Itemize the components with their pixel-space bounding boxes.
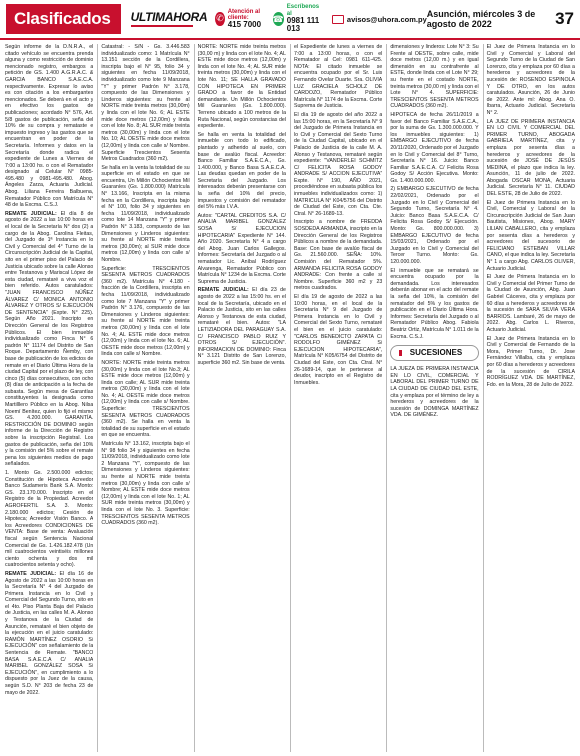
column-4 xyxy=(290,44,382,752)
classified-ad xyxy=(487,119,575,198)
ad-text: 2) EMBARGO EJECUTIVO de fecha 22/02/2021, Ordenado por el Juzgado en lo Civil y Comercial del Segundo Turno, Secretaría N° 4. Juicio: Banco Basa S.A.E.C.A. C/ Felicita Rosa Godoy S/ Ejecución. Monto: Gs. 800.000.000. 3) EMBARGO EJECUTIVO de fecha 15/03/2021, Ordenado por el Juzgado en lo Civil y Comercial del Tercer Turno. Monto: Gs. 120.000.000. xyxy=(390,186,479,265)
classified-ad xyxy=(294,294,382,386)
ad-text: El día 19 de agosto del año 2022 a las 15:00 horas, en la Secretaría N° 9 del Juzgado de Primera Instancia en lo Civil y Comercial del Sexto Turno de la Ciudad Capital, ubicado en el Palacio de Justicia de la calle M. A. Alonso y Testanova, remataré según expediente: "VANDERLEI SCHMITZ C/ FELICITA ROSA GODOY ANDRADE S/ ACCION EJECUTIVA" Expte. N° 190, AÑO 2021, procediéndose en subasta pública los inmuebles individualizados como: 1) MATRICULA N° K04/5756 del Distrito de Ciudad del Este, con Cta. Cte. Ctral. N° 26-1689-13. xyxy=(293,111,383,217)
ad-text: El Juez de Primera Instancia en lo Civil y Comercial y Laboral del Segundo Turno de la Ciudad de San Lorenzo, cita y emplaza por 60 días a herederos y acreedores de la sucesión de: ROSENDO ESPINOLA Y DE OTRO, en los autos caratulados. Asunción, 26 de Junio de 2022. Ante mí: Abog. Ana O. Ibarra, Actuario Judicial. Secretaría N° 2. xyxy=(486,44,575,116)
classified-ad xyxy=(198,132,286,211)
classified-ad xyxy=(198,213,286,286)
sucesiones-label: SUCESIONES xyxy=(399,350,470,357)
email-contact[interactable] xyxy=(332,15,427,24)
ad-text: LA JUEZA DE PRIMERA INSTANCIA EN LO CIVIL, COMERCIAL Y LABORAL DEL PRIMER TURNO DE LA CIUDAD DE CIUDAD DEL ESTE, cita y emplaza por el término de ley a herederos y acreedores de la sucesión de DOMINGA MARTÍNEZ VDA. DE GIMÉNEZ. xyxy=(390,366,479,419)
classifieds-columns xyxy=(5,44,575,752)
page-header xyxy=(0,0,580,40)
whatsapp-number[interactable]: 0981 111 013 xyxy=(286,15,320,34)
classified-ad xyxy=(390,186,478,265)
phone-number[interactable]: 415 7000 xyxy=(227,20,262,30)
ad-text: El día 19 de agosto de 2022 a las 10:00 horas, en el local de la Secretaría N° 9 del Juzgado de Primera Instancia en lo Civil y Comercial del Sexto Turno, remataré el bien en el juicio caratulado: "CARLOS BENEDICTO ZAPATA C/ RODOLFO GIMÉNEZ S/ EJECUCION HIPOTECARIA", Matrícula N° K05/6754 del Distrito de Ciudad del Este, con Cta. Ctral. N° 26-1689-14, que le pertenece al deudor, inscripto en el Registro de Inmuebles. xyxy=(293,293,383,386)
column-1 xyxy=(5,44,93,752)
ad-text: Según informe de la D.N.R.A., el citado vehículo se encuentra prenda alguna y como restricción de dominio mencionado registro, embargos a petición de GS. 1.400 A.G.R.A.C. & GARCIA BANCO S.A.E.C.A. respectivamente. Expresar lo aviso es con citación a los embargantes mencionados. Se deberá en el acto y en efectivo los gastos de publicaciones; acordado N° 576, Art. 5/8 gastos de publicación, seña del 10% de su compra y remataste e impuesto ingreso y las gastos que se encuentran en poder de la Secretaría. Informes y datos en la Secretaría donde radica el expediente de Lunes a Viernes de 7:00 a 13:00 hs. o con el Rematador designado al Celular N° 0985-495.480 y 0981-495.480. Abog. Ángeles Zarza, Actuaria Judicial. Abog. Liliana Ferreira Balbuena, Rematador Público con Matrícula N° 48 de la Excma. C.S.J. xyxy=(5,44,94,209)
whatsapp-icon: ☎ xyxy=(273,12,284,26)
brand-name: ULTIMAHORA xyxy=(130,10,208,24)
ad-text: El Juez de Primera Instancia en lo Civil, Comercial y Laboral de la Circunscripción Judicial de San Juan Bautista, Misiones, Abog. MARY LILIAN CABALLERO, cita y emplaza por sesenta días a herederos y acreedores del sucesorio de FELICIANO ESTEBAN VILLAR CANO, el que indica la ley. Secretaría N° 1 a cargo Abg. CARLOS OLIVER, Actuario Judicial. xyxy=(486,199,575,272)
phone-icon: ✆ xyxy=(215,12,224,26)
classified-ad xyxy=(487,336,575,389)
ad-text: El día 8 de agosto de 2022 a las 10:00 horas en el local de la Secretaría N° dos (2) a cargo de la Abog. Carolina Fleitas, del Juzgado de 1ª Instancia en lo Civil y Comercial del 4° Turno de la Circunscripción Judicial de la Capital, sito en el primer piso del Palacio de Justicia ubicado sobre la calle Alonso entre Testanova y Mariscal López de esta ciudad, remataré a viva voz el bien referido. Autos caratulados: "JUAN FRANCISCO NÚÑEZ ÁLVAREZ C/ MONICA ANTONIO ÁLVAREZ Y OTROS S/ EJECUCIÓN DE SENTENCIA" (Expte. N° 225). Según Año 2021. Inscripto en Dirección General de los Registros Públicos. El bien inmueble individualizado como Finca N° 6 padrón N° 11174 del Distrito de San Roque. Departamento Ñemby, con base de publicación de los edictos de remate en el Diario Última Hora de la ciudad Capital por el plazo de ley, con cinco (5) días consecutivos, con ocho (8) días de anticipación a la fecha de subasta. Según mesa de Garantías constituyentes la designada como Martilllero Público en la Abog. Nilsa Noemí Benítez, quien lo fijó el mismo GS. 4.200.000. GARANTÍA. RESTRICCIÓN DE DOMINIO según informe de la Dirección de Registro sobre la inscripción Registral. Los gastos de publicación, seña del 10% y la comisión del 5% sobre el remate pena los siguientes medios de pago señalados. xyxy=(5,210,94,468)
ad-text: El día 16 de Agosto de 2022 a las 10:00 horas en la Secretaría N° 4 del Juzgado de Primera Instancia en lo Civil y Comercial del Segundo Turno, sito en el 4to. Piso Planta Baja del Palacio de Justicia, en las calles M. A. Alonso y Testanova de la Ciudad de Asunción, remataré el bien objeto de la ejecución en el juicio caratulado: RAMÓN MARTÍNEZ OSORIO S/ EJECUCIÓN" con señalamiento de la Sentencia de Remate. "BANCO BASA S.A.E.C.A C/ ANALIA MARIBEL GONZÁLEZ SOSA S/ EJECUCIÓN", en cumplimiento a lo dispuesto por la Juez de la causa, según S.D. N° 203 de fecha 23 de mayo de 2022. xyxy=(5,570,94,696)
ad-text: El inmueble que se rematará se encuentra ocupado por la demandada. Los interesados deberán abonar en el acto del remate la seña del 10%, la comisión del rematador del 5% y los gastos de publicación en el Diario Última Hora. Informes: Secretaría del Juzgado o al Rematador Público Abog. Fabiola Beatriz Ortiz, Matrícula N° 1.011 de la Excma. C.S.J. xyxy=(390,267,479,340)
classified-ad xyxy=(390,366,478,419)
envelope-icon xyxy=(332,15,344,24)
whatsapp-text xyxy=(287,4,322,33)
classified-ad xyxy=(294,219,382,292)
column-2 xyxy=(97,44,189,752)
whatsapp-label: Escríbenos al xyxy=(286,4,320,17)
classified-ad xyxy=(198,44,286,130)
phone-label: Atención al cliente: xyxy=(227,8,261,21)
column-5 xyxy=(386,44,478,752)
ad-text: NORTE: NORTE mide treinta metros (30,00 m) y linda con el lote No. 4; AL ESTE mide doce metros (12,00m) y linda con el lote No. 4; AL SUR mide treinta metros (30,00m) y linda con el lote No. 11; SE HALLA GRAVADO CON HIPOTECA EN PRIMER GRADO a favor de la Entidad demandante. Un Millón Ochocientos Mil Guaraníes (Gs. 1.800.000). Terreno ubicado a 100 metros de la Ruta Nacional, según constancias del expediente. xyxy=(197,44,286,130)
column-6 xyxy=(483,44,575,752)
whatsapp-contact[interactable] xyxy=(273,4,322,33)
ad-text: El día 23 de agosto de 2022 a las 15:00 hs. en el local de la Secretaría, ubicado en el Palacio de Justicia, sito en las calles Alonso y Testanova de esta ciudad, remataré el bien. Autos: "LA LETIZIADORA DEL PARAGUAY S.A. C/ FRANCISCO PABLO RUIZ Y OTROS S/ EJECUCIÓN". INFORMACION DE DOMINIO: Finca N° 3.121 Distrito de San Lorenzo, superficie 360 m2. Sin base de venta. xyxy=(197,287,286,366)
customer-service[interactable] xyxy=(215,9,264,30)
classified-ad xyxy=(487,200,575,273)
classified-ad xyxy=(5,44,93,209)
brand-underline xyxy=(131,25,193,27)
ad-text: LA JUEZ DE PRIMERA INSTANCIA EN LO CIVIL Y COMERCIAL DEL PRIMER TURNO, ABOGADA GABRIELA MARTÍNEZ, cita y emplaza por sesenta días a herederos y acreedores de la sucesión de JOSÉ DE JESÚS MEDINA, el plazo que indica la ley. Asunción, 11 de julio de 2022. Abogada OSCAR MONA, Actuaria Judicial. Secretaría N° 11. CIUDAD DEL ESTE, 28 de Julio de 2022. xyxy=(486,118,575,198)
customer-service-text xyxy=(228,9,265,30)
ad-text: Inscripto a nombre de FREDDA SOSDEDA ARMANDA, inscripto en la Dirección General de los Registros Públicos a nombre de la demandada. Base: Con base de avalúo fiscal de Gs. 21.560.000. SEÑA: 10%. Comisión del Rematador 5%. ARMANDA FELICITA ROSA GODOY ANDRADE: Con frente a calle s/ Nombre. Superficie 360 m2 y 23 metros cuadrados. xyxy=(293,219,383,292)
classified-ad xyxy=(487,274,575,333)
classified-ad xyxy=(198,287,286,366)
classified-ad xyxy=(294,44,382,110)
classified-ad xyxy=(294,112,382,218)
ad-text: El Juez de Primera Instancia en lo Civil y Comercial del Primer Turno de la Ciudad de Asunción, Abg. Juan Gabriel Cáceres, cita y emplaza por 60 días a herederos y acreedores de la sucesión de SARA SILVIA VERA BARRIOS. Lambaré, 26 de mayo de 2022. Abg. Carlos L. Riveros, Actuario Judicial. xyxy=(486,274,575,333)
page-number: 37 xyxy=(555,9,574,28)
sucesiones-section-header xyxy=(390,345,478,361)
ad-lead: REMATE JUDICIAL: xyxy=(5,210,57,217)
ad-text: Superficie: TRESCIENTOS SESENTA METROS CUADRADOS (360 m2). Matrícula N° 4.180 - fracción de la Cordillera, inscripta en fecha 11/09/2018, individualizado como lote 7 Manzana "Y" y primer Padrón N° 3.176, compuesto de las Dimensiones y Linderos siguientes: su frente al NORTE mide treinta metros (30,00m) y linda con el lote No. 4; AL ESTE mide doce metros (12,00m) y linda con el lote No. 6; AL OESTE mide doce metros (12,00m) y linda con calle s/ Nombre. xyxy=(101,265,190,358)
ad-text: NORTE: NORTE mide treinta metros (30,00m) y linda con el lote No.3; AL ESTE mide doce metros (12,00m) y linda con calle; AL SUR mide treinta metros (30,00m) y linda con el lote No. 4; AL OESTE mide doce metros (12,00m) y linda con calle s/ Nombre. Superficie: TRESCIENTOS SESENTA METROS CUADRADOS (360 m2). Se halla en venta la totalidad de su superficie en el estado en que se encuentra. xyxy=(101,359,190,439)
ad-lead: REMATE JUDICIAL: xyxy=(5,570,57,577)
ad-text: dimensiones y linderos: Lote N° 3: Su Frente al OESTE, sobre calle, mide doce metros (12,00 m.) y en igual dimensión en su contrafrente al ESTE, donde linda con el Lote N° 29; su frente en el costado NORTE, treinta metros (30,00 m) y linda con el Lote N° 4. SUPERFICIE: TRESCIENTOS SESENTA METROS CUADRADOS (360 m2). xyxy=(390,44,479,110)
classified-ad xyxy=(5,571,93,696)
classified-ad xyxy=(101,360,189,439)
classified-ad xyxy=(101,44,189,163)
classified-ad xyxy=(5,470,93,569)
classified-ad xyxy=(5,211,93,468)
ad-text: El Juez de Primera Instancia en lo Civil y Comercial de Fernando de la Mora, Primer Turno, Dr. Jose Fernández Villalba, cita y emplaza por 60 días a herederos y acreedores de la sucesión de CIRILA RODRÍGUEZ VDA. DE MARTÍNEZ, Fdo. en la Mora, 28 de Julio de 2022. xyxy=(486,335,575,388)
ad-text: Se halla en la venta la totalidad de su superficie en el estado en que se encuentra, Un Millón Ochocientos Mil Guaraníes (Gs. 1.800.000) Matrícula N° 13.166, Inscripta en la misma fecha en la Cordillera, inscripta bajo el N° 100, folio 34 y siguientes en fecha 11/09/2018, individualizado como lote 14 Manzana "Y" y primer Padrón N° 3.183, compuesto de las Dimensiones y Linderos siguientes: su frente al NORTE mide treinta metros (30,00m); al SUR mide doce metros (12,00m) y linda con calle s/ Nombre. xyxy=(101,164,190,263)
section-title: Clasificados xyxy=(6,4,121,34)
classified-ad xyxy=(101,441,189,527)
ad-lead: REMATE JUDICIAL: xyxy=(197,287,249,294)
ad-text: 1. Monto Gs. 2.500.000 edictos; Constitución de Hipoteca Acreedor Banco Sudameris Bank S.A. Monto: GS. 23.170.000. Inscripto en el Registro de la Propiedad. Acreedor AGROFERTIL S.A. 3. Monto: 2.180.000 edictos; Cesión de Hipoteca; Acreedor Visión Banco. A los Acreedores CONDICIONES DE VENTA: Base de venta: Avaluación fiscal según Sentencia Nacional Comercial de Gs. 1.426.182.478 (Un mil cuatrocientos veintiséis millones ciento ochenta y dos mil cuatrocientos setenta y ocho). xyxy=(5,470,94,569)
classified-ad xyxy=(101,266,189,358)
classified-ad xyxy=(390,44,478,110)
ad-text: Matrícula N° 13.162, inscripta bajo el N° 98 folio 34 y siguientes en fecha 11/09/2018, individualizado como lote 2 Manzana "Y", compuesto de las Dimensiones y Linderos siguientes: su frente al NORTE mide treinta metros (30,00m) y linda con calle s/ Nombre; AL ESTE mide doce metros (12,00m) y linda con el lote No. 1; AL SUR mide treinta metros (30,00m) y linda con el lote No. 3. Superficie: TRESCIENTOS SESENTA METROS CUADRADOS (360 m2). xyxy=(101,441,190,527)
ad-text: el Expediente de lunes a viernes de 7:00 a 13:00 horas, o con el Rematador al Cel: 0981 611-425. NOTA: El citado inmueble se encuentra ocupado por el Sr. Luis Fernando Ovelar Duarte. Sra. OLIVIA LUZ GRACIELA SCHOLZ DE CARDOZO, Rematador Público Matrícula N° 1174 de la Excma. Corte Suprema de Justicia. xyxy=(293,44,383,110)
ad-text: Catastral: - S/N - Gs. 3.446.583 individualizado como: 1 Matrícula N° 13.151 sección de la Cordillera, inscripta bajo el N° 95, folio 34 y siguientes en fecha 11/09/2018, individualizado como lote 9 Manzana "Y" y primer Padrón N° 3.178, compuesto de las Dimensiones y Linderos siguientes: su frente al NORTE mide treinta metros (30,00m) y linda con el lote No. 6; AL ESTE mide doce metros (12,00m) y linda con el lote No. 8; AL SUR mide treinta metros (30,00m) y linda con el lote No. 10; AL OESTE mide doce metros (12,00m) y linda con calle s/ Nombre. Superficie Trescientos Sesenta Metros Cuadrados (360 m2). xyxy=(101,44,190,163)
brand-logo xyxy=(131,11,208,27)
ad-text: Se halla en venta la totalidad del inmueble con todo lo edificado, plantado y adherido al suelo, con base de avalúo fiscal. Acreedor: Banco Familiar S.A.E.C.A., Gs. 1.400.000, y Banco Basa S.A.E.C.A. Las deudas quedan en poder de la Secretaría del Juzgado. Los interesados deberán presentarse con la seña del 10% del precio, impuestos y comisión del rematador del 5% más I.V.A. xyxy=(197,131,286,211)
ad-text: Autos: "CARTAL CREDITOS S.A. C/ ANALIA MARIBEL GONZALEZ SOSA S/ EJECUCION HIPOTECARIA" Expediente N° 144. Año 2020. Secretaría N° 4 a cargo del Abog. Juan Carlos Gallegos. Informes: Secretaría del Juzgado o al rematador Lic. Aníbal Rodríguez Alvarenga, Rematador Público con Matrícula N° 1234 de la Excma. Corte Suprema de Justicia. xyxy=(197,212,286,285)
classified-ad xyxy=(101,165,189,264)
classified-ad xyxy=(487,44,575,117)
ad-text: HIPOTECA de fecha 26/11/2019 a favor del Banco Familiar S.A.E.C.A., por la suma de Gs. 1.300.000.000. Y los inmuebles siguientes: 1) EMBARGO EJECUTIVO de fecha 20/11/2020, Ordenado por el Juzgado en lo Civil y Comercial del 8° Turno, Secretaría N° 16. Juicio: Banco Familiar S.A.E.C.A. C/ Felicita Rosa Godoy S/ Acción Ejecutiva. Monto: Gs. 1.400.000.000. xyxy=(390,111,479,184)
dateline: Asunción, miércoles 3 de agosto de 2022 xyxy=(426,9,536,29)
classified-ad xyxy=(390,268,478,341)
classified-ad xyxy=(390,112,478,185)
column-3 xyxy=(194,44,286,752)
email-address[interactable]: avisos@uhora.com.py xyxy=(346,14,427,24)
